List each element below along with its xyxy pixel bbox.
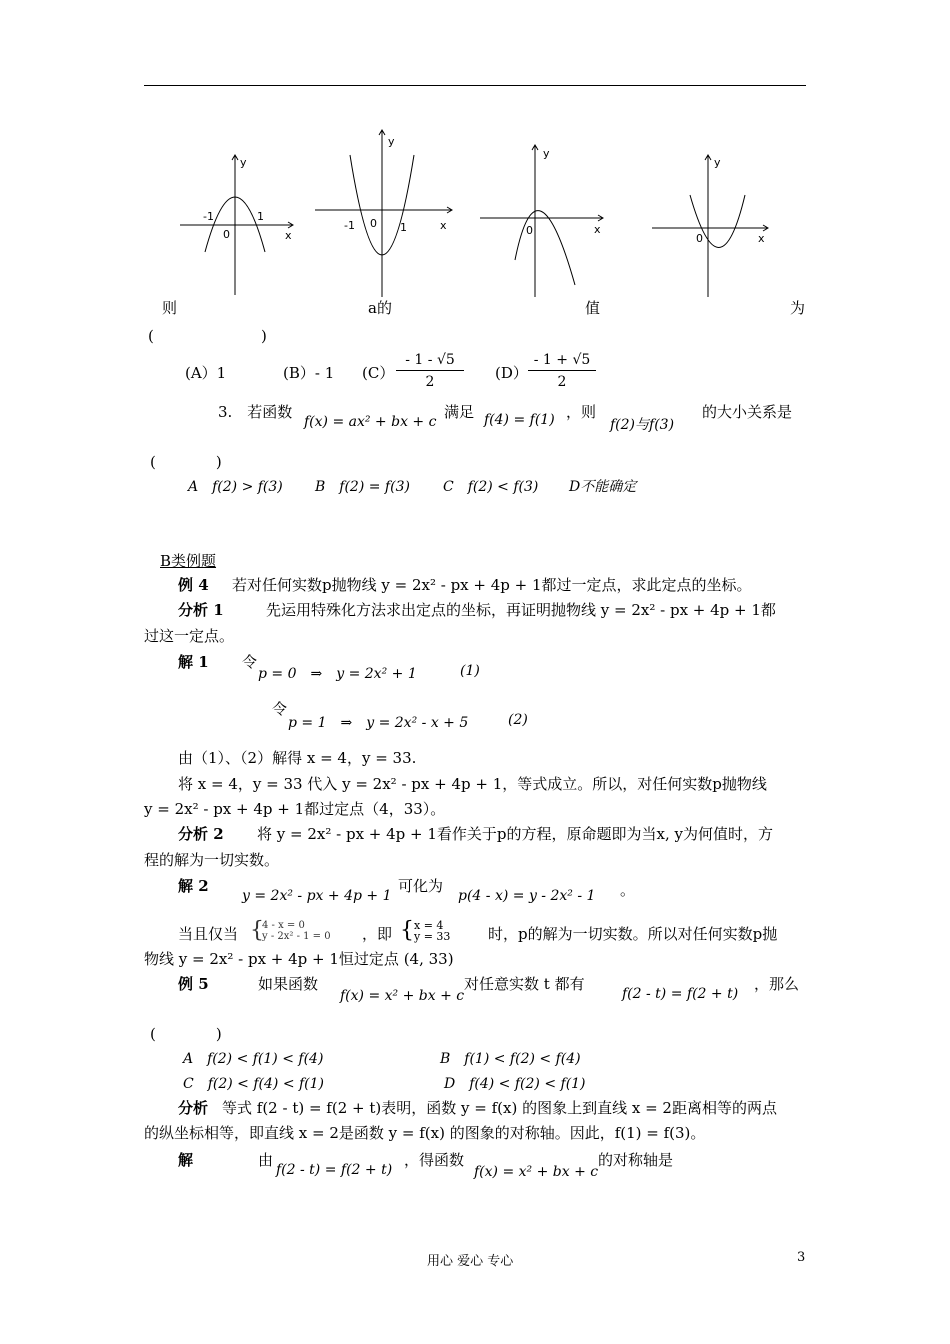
ex4-eq2: p = 1 ⇒ y = 2x² - x + 5 (288, 715, 469, 731)
q3-option-d: D不能确定 (569, 479, 637, 495)
ex4-system1-top: 4 - x = 0 (262, 920, 305, 931)
ex4-label: 例 4 (178, 576, 209, 594)
q2-a-de: a的 (368, 299, 392, 317)
q3-func: f(x) = ax² + bx + c (304, 414, 437, 430)
page-number: 3 (797, 1250, 806, 1265)
q3-compare: f(2)与f(3) (610, 417, 675, 433)
ex5-label: 例 5 (178, 975, 209, 993)
ex4-eq1: p = 0 ⇒ y = 2x² + 1 (258, 666, 417, 682)
ex4-analysis2-label: 分析 2 (178, 825, 224, 843)
ex5-option-c: C f(2) < f(4) < f(1) (183, 1076, 325, 1092)
ex5-option-a: A f(2) < f(1) < f(4) (183, 1051, 324, 1067)
graph2-y-label: y (388, 135, 395, 148)
ex5-text1: 如果函数 (258, 975, 319, 993)
ex5-func: f(x) = x² + bx + c (340, 988, 465, 1004)
ex4-system1-bottom: y - 2x² - 1 = 0 (262, 931, 331, 942)
graph3-x-label: x (594, 223, 601, 236)
ex4-solution2-label: 解 2 (178, 877, 209, 895)
q2-option-b: (B）- 1 (283, 364, 335, 382)
graph1-x-label: x (285, 229, 292, 242)
ex5-solution-cond: f(2 - t) = f(2 + t) (276, 1162, 393, 1178)
graph-1 (170, 150, 300, 300)
ex4-analysis1-label: 分析 1 (178, 601, 224, 619)
q2-option-c-fraction (396, 352, 464, 390)
q3-option-a: A f(2) > f(3) (188, 479, 283, 495)
q3-paren: ( ) (150, 453, 222, 471)
ex4-system2-bottom: y = 33 (414, 930, 451, 943)
q2-option-d-fraction (528, 352, 596, 390)
q3-cond: f(4) = f(1) (484, 412, 555, 428)
ex5-text3: ，那么 (754, 975, 800, 993)
q2-option-d: (D） (495, 364, 528, 382)
ex5-solution-label: 解 (178, 1151, 194, 1169)
ex5-solution-text1: 由 (258, 1151, 274, 1169)
q2-c-numerator: - 1 - √5 (396, 352, 464, 371)
ex4-solution2-mid: 可化为 (398, 877, 444, 895)
graph2-neg1: -1 (344, 219, 355, 232)
q2-d-denominator: 2 (557, 374, 567, 390)
ex4-system-2 (400, 920, 450, 942)
q2-paren-close: ) (261, 327, 267, 345)
ex4-system-1 (250, 920, 331, 942)
q3-tail: 的大小关系是 (702, 403, 793, 421)
graph4-x-label: x (758, 232, 765, 245)
q2-paren-open: ( (148, 327, 154, 345)
q2-zhi: 值 (585, 299, 601, 317)
ex4-system2-top: x = 4 (414, 919, 444, 932)
ex4-text: 若对任何实数p抛物线 y = 2x² - px + 4p + 1都过一定点，求此定点的坐标。 (232, 576, 752, 594)
graph2-origin: 0 (370, 217, 377, 230)
ex5-option-d: D f(4) < f(2) < f(1) (444, 1076, 586, 1092)
graph2-pos1: 1 (400, 221, 407, 234)
graph-4 (650, 150, 775, 300)
ex5-analysis-line1: 等式 f(2 - t) = f(2 + t)表明，函数 y = f(x) 的图象上到直线 x = 2距离相等的两点 (222, 1099, 777, 1117)
graph3-origin: 0 (526, 224, 533, 237)
ex5-solution-text2: ，得函数 (404, 1151, 465, 1169)
graph2-x-label: x (440, 219, 447, 232)
ex5-solution-text3: 的对称轴是 (598, 1151, 674, 1169)
q2-c-denominator: 2 (425, 374, 435, 390)
ex5-text2: 对任意实数 t 都有 (464, 975, 585, 993)
ex5-solution-func: f(x) = x² + bx + c (474, 1164, 599, 1180)
graph-3 (475, 140, 610, 300)
q3-option-b: B f(2) = f(3) (315, 479, 410, 495)
ex4-solve-line: 由（1）、（2）解得 x = 4，y = 33. (178, 749, 417, 767)
ex4-final-line: 物线 y = 2x² - px + 4p + 1恒过定点 (4, 33) (144, 950, 454, 968)
ex4-solution2-result: p(4 - x) = y - 2x² - 1 (458, 888, 596, 904)
graph-2 (310, 125, 460, 300)
q2-ze: 则 (162, 299, 178, 317)
ex4-solution2-result-end: 。 (620, 881, 636, 899)
footer-center: 用心 爱心 专心 (427, 1254, 514, 1269)
graph4-origin: 0 (696, 232, 703, 245)
ex4-eq2-tag: (2) (508, 712, 528, 728)
ex4-ling-1: 令 (242, 653, 258, 671)
graph4-y-label: y (714, 156, 721, 169)
q2-option-c: (C） (362, 364, 395, 382)
ex4-solution2-eq: y = 2x² - px + 4p + 1 (242, 888, 392, 904)
ex4-analysis2-line1: 将 y = 2x² - px + 4p + 1看作关于p的方程，原命题即为当x, y为何值时，方 (257, 825, 774, 843)
graph1-neg1: -1 (203, 210, 214, 223)
q3-option-c: C f(2) < f(3) (443, 479, 539, 495)
ex4-system2-brace: { (400, 918, 414, 943)
ex5-analysis-label: 分析 (178, 1099, 209, 1117)
graph1-origin: 0 (223, 228, 230, 241)
ex4-condition-a: 当且仅当 (178, 925, 239, 943)
q3-lead: 3. 若函数 (218, 403, 293, 421)
ex5-option-b: B f(1) < f(2) < f(4) (440, 1051, 581, 1067)
ex5-cond: f(2 - t) = f(2 + t) (622, 986, 739, 1002)
ex4-condition-c: 时，p的解为一切实数。所以对任何实数p抛 (488, 925, 778, 943)
ex4-analysis1-line2: 过这一定点。 (144, 627, 235, 645)
ex4-condition-b: ，即 (362, 925, 393, 943)
ex5-paren: ( ) (150, 1025, 222, 1043)
header-rule (144, 85, 806, 86)
ex4-verify-line2: y = 2x² - px + 4p + 1都过定点（4，33）。 (144, 800, 446, 818)
graph1-pos1: 1 (257, 210, 264, 223)
section-b-heading: B类例题 (160, 552, 217, 570)
ex4-system1-brace: { (250, 918, 264, 943)
q2-option-a: (A）1 (185, 364, 227, 382)
ex4-ling-2: 令 (272, 700, 288, 718)
q2-wei: 为 (790, 299, 806, 317)
ex4-solution1-label: 解 1 (178, 653, 209, 671)
ex4-verify-line1: 将 x = 4，y = 33 代入 y = 2x² - px + 4p + 1，等式成立。所以，对任何实数p抛物线 (178, 775, 767, 793)
ex4-analysis1-line1: 先运用特殊化方法求出定点的坐标，再证明抛物线 y = 2x² - px + 4p + 1都 (266, 601, 776, 619)
q2-d-numerator: - 1 + √5 (528, 352, 596, 371)
ex4-eq1-tag: (1) (460, 663, 480, 679)
ex5-analysis-line2: 的纵坐标相等，即直线 x = 2是函数 y = f(x) 的图象的对称轴。因此，f(1) = f(3)。 (144, 1124, 706, 1142)
q3-ze: ，则 (566, 403, 597, 421)
q3-cond-word: 满足 (444, 403, 475, 421)
graph1-y-label: y (240, 156, 247, 169)
ex4-analysis2-line2: 程的解为一切实数。 (144, 851, 280, 869)
graph3-y-label: y (543, 147, 550, 160)
